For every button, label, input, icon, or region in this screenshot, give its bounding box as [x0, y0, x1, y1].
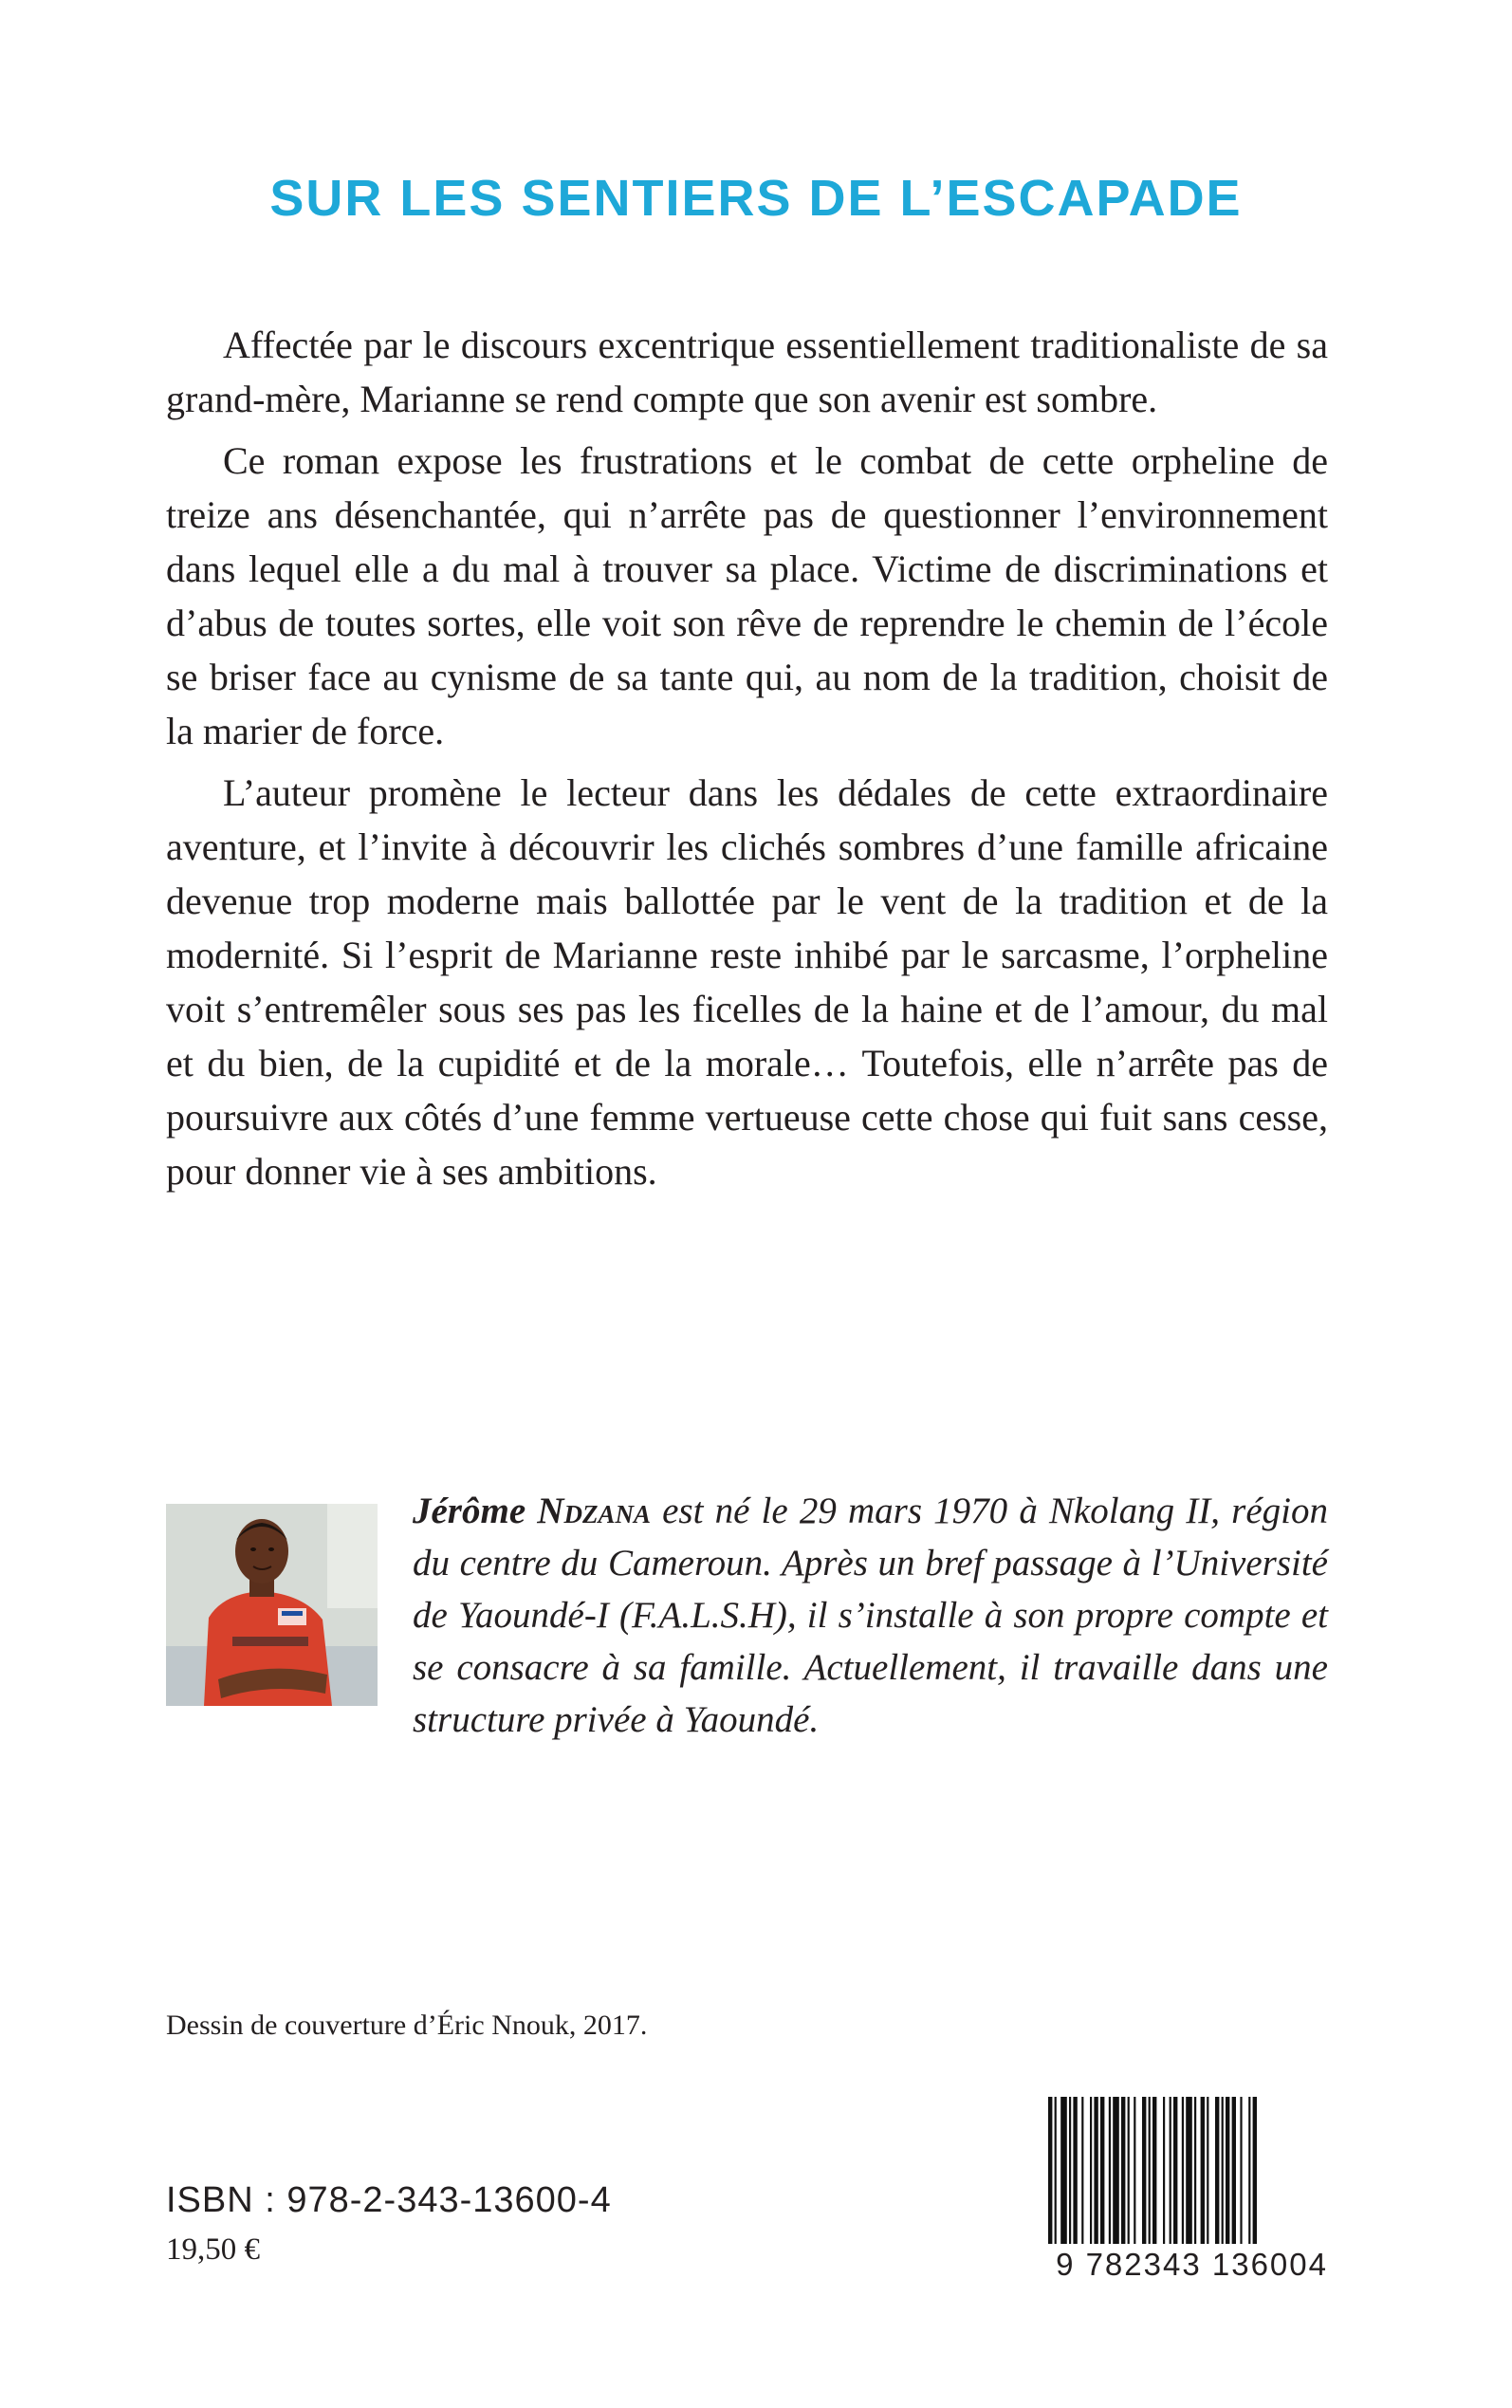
barcode-bar	[1100, 2097, 1104, 2244]
barcode-bar	[1073, 2097, 1077, 2244]
blurb-paragraph-2: Ce roman expose les frustrations et le combat de cette orpheline de treize ans désenchantée, qui n’arrête pas de questionner l’environnement dans lequel elle a du mal à trouver sa place. Victime de discriminations et d’abus de toutes sortes, elle voit son rêve de reprendre le chemin de l’école se briser face au cynisme de sa tante qui, au nom de la tradition, choisit de la marier de force.	[166, 439, 1328, 752]
isbn: ISBN : 978-2-343-13600-4	[166, 2180, 612, 2220]
barcode-bar	[1113, 2097, 1119, 2244]
author-photo-illustration	[166, 1504, 378, 1706]
cover-credit: Dessin de couverture d’Éric Nnouk, 2017.	[166, 2010, 648, 2041]
barcode-bars	[1029, 2097, 1328, 2249]
author-bio-text: est né le 29 mars 1970 à Nkolang II, région du centre du Cameroun. Après un bref passage à l’Université de Yaoundé-I (F.A.L.S.H), il s’installe à son propre compte et se consacre à sa famille. Actuellement, il travaille dans une structure privée à Yaoundé.	[413, 1491, 1328, 1740]
barcode-bar	[1152, 2097, 1156, 2244]
barcode-bar	[1253, 2097, 1257, 2244]
barcode-bar	[1232, 2097, 1236, 2244]
blurb-paragraph-3: L’auteur promène le lecteur dans les dédales de cette extraordinaire aventure, et l’invite à découvrir les clichés sombres d’une famille africaine devenue trop moderne mais ballottée par le vent de la tradition et de la modernité. Si l’esprit de Marianne reste inhibé par le sarcasme, l’orpheline voit s’entremêler sous ses pas les ficelles de la haine et de l’amour, du mal et du bien, de la cupidité et de la morale… Toutefois, elle n’arrête pas de poursuivre aux côtés d’une femme vertueuse cette chose qui fuit sans cesse, pour donner vie à ses ambitions.	[166, 771, 1328, 1193]
author-last-name: Ndzana	[537, 1491, 651, 1531]
barcode-bar	[1149, 2097, 1151, 2244]
barcode-bar	[1170, 2097, 1171, 2244]
barcode-bar	[1090, 2097, 1092, 2244]
barcode-bar	[1081, 2097, 1083, 2244]
barcode-bar	[1069, 2097, 1071, 2244]
barcode-bar	[1186, 2097, 1192, 2244]
barcode-bar	[1060, 2097, 1067, 2244]
barcode-bar	[1128, 2097, 1130, 2244]
barcode-bar	[1248, 2097, 1250, 2244]
barcode-bar	[1182, 2097, 1184, 2244]
barcode-bar	[1222, 2097, 1224, 2244]
barcode-bar	[1173, 2097, 1177, 2244]
barcode-bar	[1142, 2097, 1146, 2244]
blurb-paragraph-1: Affectée par le discours excentrique essentiellement traditionaliste de sa grand-mère, Marianne se rend compte que son avenir est sombre.	[166, 324, 1328, 420]
book-title: SUR LES SENTIERS DE L’ESCAPADE	[269, 170, 1243, 227]
barcode-bar	[1121, 2097, 1125, 2244]
author-first-name: Jérôme	[413, 1491, 526, 1531]
author-bio	[413, 1485, 1328, 1746]
barcode-bar	[1094, 2097, 1097, 2244]
barcode-bar	[1055, 2097, 1057, 2244]
blurb	[166, 318, 1328, 1206]
barcode-bar	[1048, 2097, 1052, 2244]
barcode-bar	[1240, 2097, 1242, 2244]
barcode-bar	[1134, 2097, 1135, 2244]
barcode-bar	[1163, 2097, 1165, 2244]
barcode-bar	[1215, 2097, 1219, 2244]
barcode-bar	[1201, 2097, 1205, 2244]
barcode-bar	[1207, 2097, 1208, 2244]
barcode-bar	[1194, 2097, 1196, 2244]
barcode-bar	[1109, 2097, 1111, 2244]
author-photo	[166, 1504, 378, 1706]
barcode-digits: 9 782343 136004	[1056, 2247, 1328, 2282]
barcode-bar	[1226, 2097, 1229, 2244]
price: 19,50 €	[166, 2232, 260, 2267]
